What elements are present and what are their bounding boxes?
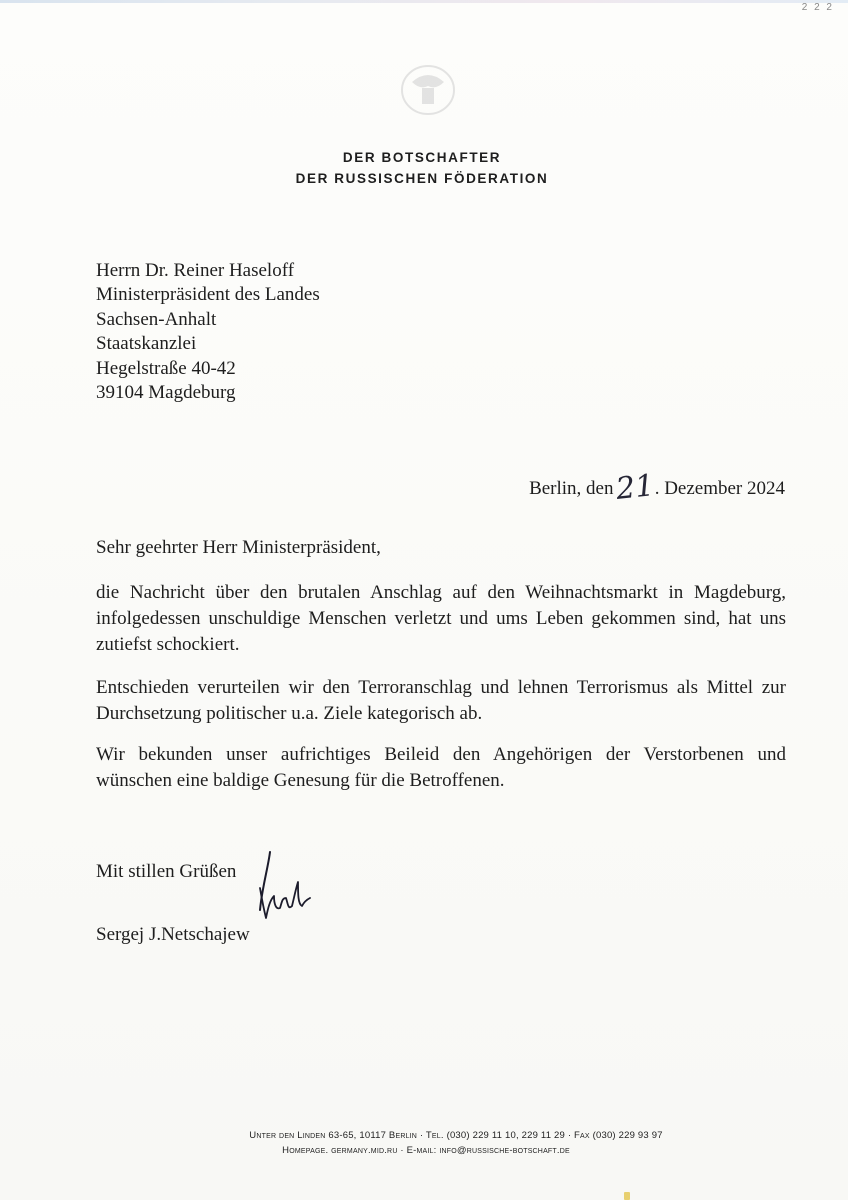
header-title: DER BOTSCHAFTER [342,150,502,165]
salutation: Sehr geehrter Herr Ministerpräsident, [96,537,381,558]
body-paragraph: die Nachricht über den brutalen Anschlag auf den Weihnachtsmarkt in Magdeburg, infolgedessen unschuldige Menschen verletzt und ums Leben gekommen sind, hat uns zutiefst schockiert. [96,582,786,655]
footer-address: Unter den Linden 63-65, 10117 Berlin · Tel. (030) 229 11 10, 229 11 29 · Fax (030) 229 93 97 [249,1130,663,1141]
recipient-office: Staatskanzlei [96,333,197,355]
footer-contact: Homepage. germany.mid.ru · E-mail: info@russische-botschaft.de [282,1145,570,1156]
signer-name: Sergej J.Netschajew [96,924,250,945]
recipient-city: 39104 Magdeburg [96,382,236,404]
recipient-state: Sachsen-Anhalt [96,308,217,330]
scan-mark [624,1192,630,1200]
emblem-watermark-icon [396,60,460,120]
recipient-address [96,259,320,405]
recipient-name: Herrn Dr. Reiner Haseloff [96,260,295,281]
closing: Mit stillen Grüßen [96,861,237,882]
date-day-handwritten: 21 [613,468,656,507]
header-subtitle: DER RUSSISCHEN FÖDERATION [295,171,549,186]
date-prefix: Berlin, den [529,478,614,499]
body-paragraph: Wir bekunden unser aufrichtiges Beileid den Angehörigen der Verstorbenen und wünschen eine baldige Genesung für die Betroffenen. [96,744,786,791]
recipient-street: Hegelstraße 40-42 [96,357,236,379]
date-suffix: . Dezember 2024 [654,478,785,499]
scan-edge [0,0,848,3]
body-paragraph: Entschieden verurteilen wir den Terroranschlag und lehnen Terrorismus als Mittel zur Durchsetzung politischer u.a. Ziele kategorisch ab. [96,677,786,724]
signature-icon [252,848,312,928]
recipient-title: Ministerpräsident des Landes [96,284,320,306]
letter-date [529,467,785,507]
corner-mark: 2 2 2 [801,2,834,13]
